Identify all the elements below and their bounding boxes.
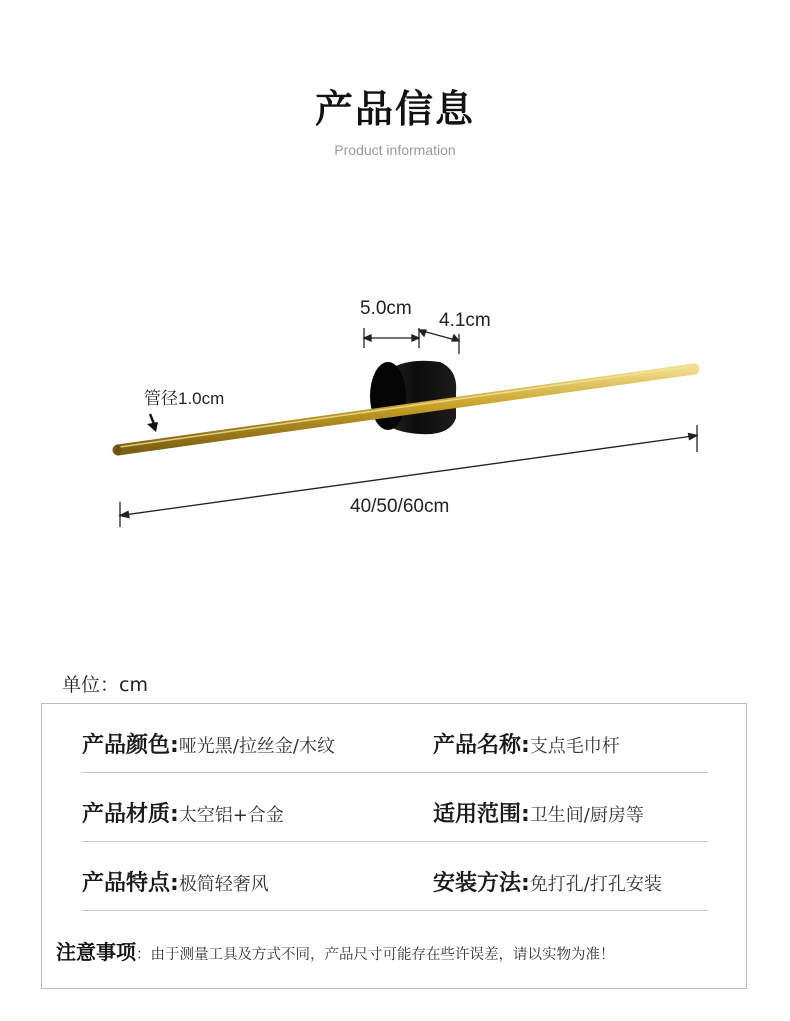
spec-row bbox=[82, 773, 708, 842]
unit-label: 单位：cm bbox=[62, 674, 148, 696]
base-width-dimension bbox=[419, 330, 459, 354]
spec-color bbox=[82, 728, 335, 759]
page-subtitle: Product information bbox=[334, 142, 456, 158]
spec-scope bbox=[433, 797, 644, 828]
spec-key: 产品材质: bbox=[82, 802, 179, 827]
spec-row bbox=[82, 704, 708, 773]
spec-value: 卫生间/厨房等 bbox=[529, 805, 644, 826]
length-label: 40/50/60cm bbox=[350, 496, 450, 517]
spec-row bbox=[82, 842, 708, 911]
notice bbox=[56, 936, 615, 965]
spec-name bbox=[433, 728, 620, 759]
spec-key: 适用范围: bbox=[433, 802, 530, 827]
base-depth-label: 5.0cm bbox=[360, 298, 412, 319]
spec-material bbox=[82, 797, 284, 828]
spec-value: 太空铝+合金 bbox=[178, 805, 284, 826]
wall-base bbox=[370, 361, 456, 434]
spec-table bbox=[41, 703, 747, 989]
base-width-label: 4.1cm bbox=[439, 310, 491, 331]
notice-title: 注意事项 bbox=[56, 940, 136, 964]
page-title: 产品信息 bbox=[314, 87, 475, 131]
base-depth-dimension bbox=[364, 328, 419, 348]
notice-text: ：由于测量工具及方式不同，产品尺寸可能存在些许误差，请以实物为准！ bbox=[136, 947, 615, 963]
pipe-diameter-arrow bbox=[147, 414, 158, 432]
spec-key: 产品颜色: bbox=[82, 733, 179, 758]
spec-key: 产品名称: bbox=[433, 733, 530, 758]
spec-value: 免打孔/打孔安装 bbox=[529, 874, 662, 895]
spec-feature bbox=[82, 866, 269, 897]
spec-value: 极简轻奢风 bbox=[178, 874, 269, 895]
spec-key: 产品特点: bbox=[82, 871, 179, 896]
spec-key: 安装方法: bbox=[433, 871, 530, 896]
spec-value: 支点毛巾杆 bbox=[529, 736, 620, 757]
spec-value: 哑光黑/拉丝金/木纹 bbox=[178, 736, 335, 757]
pipe-diameter-label: 管径1.0cm bbox=[144, 389, 225, 408]
spec-install bbox=[433, 866, 662, 897]
